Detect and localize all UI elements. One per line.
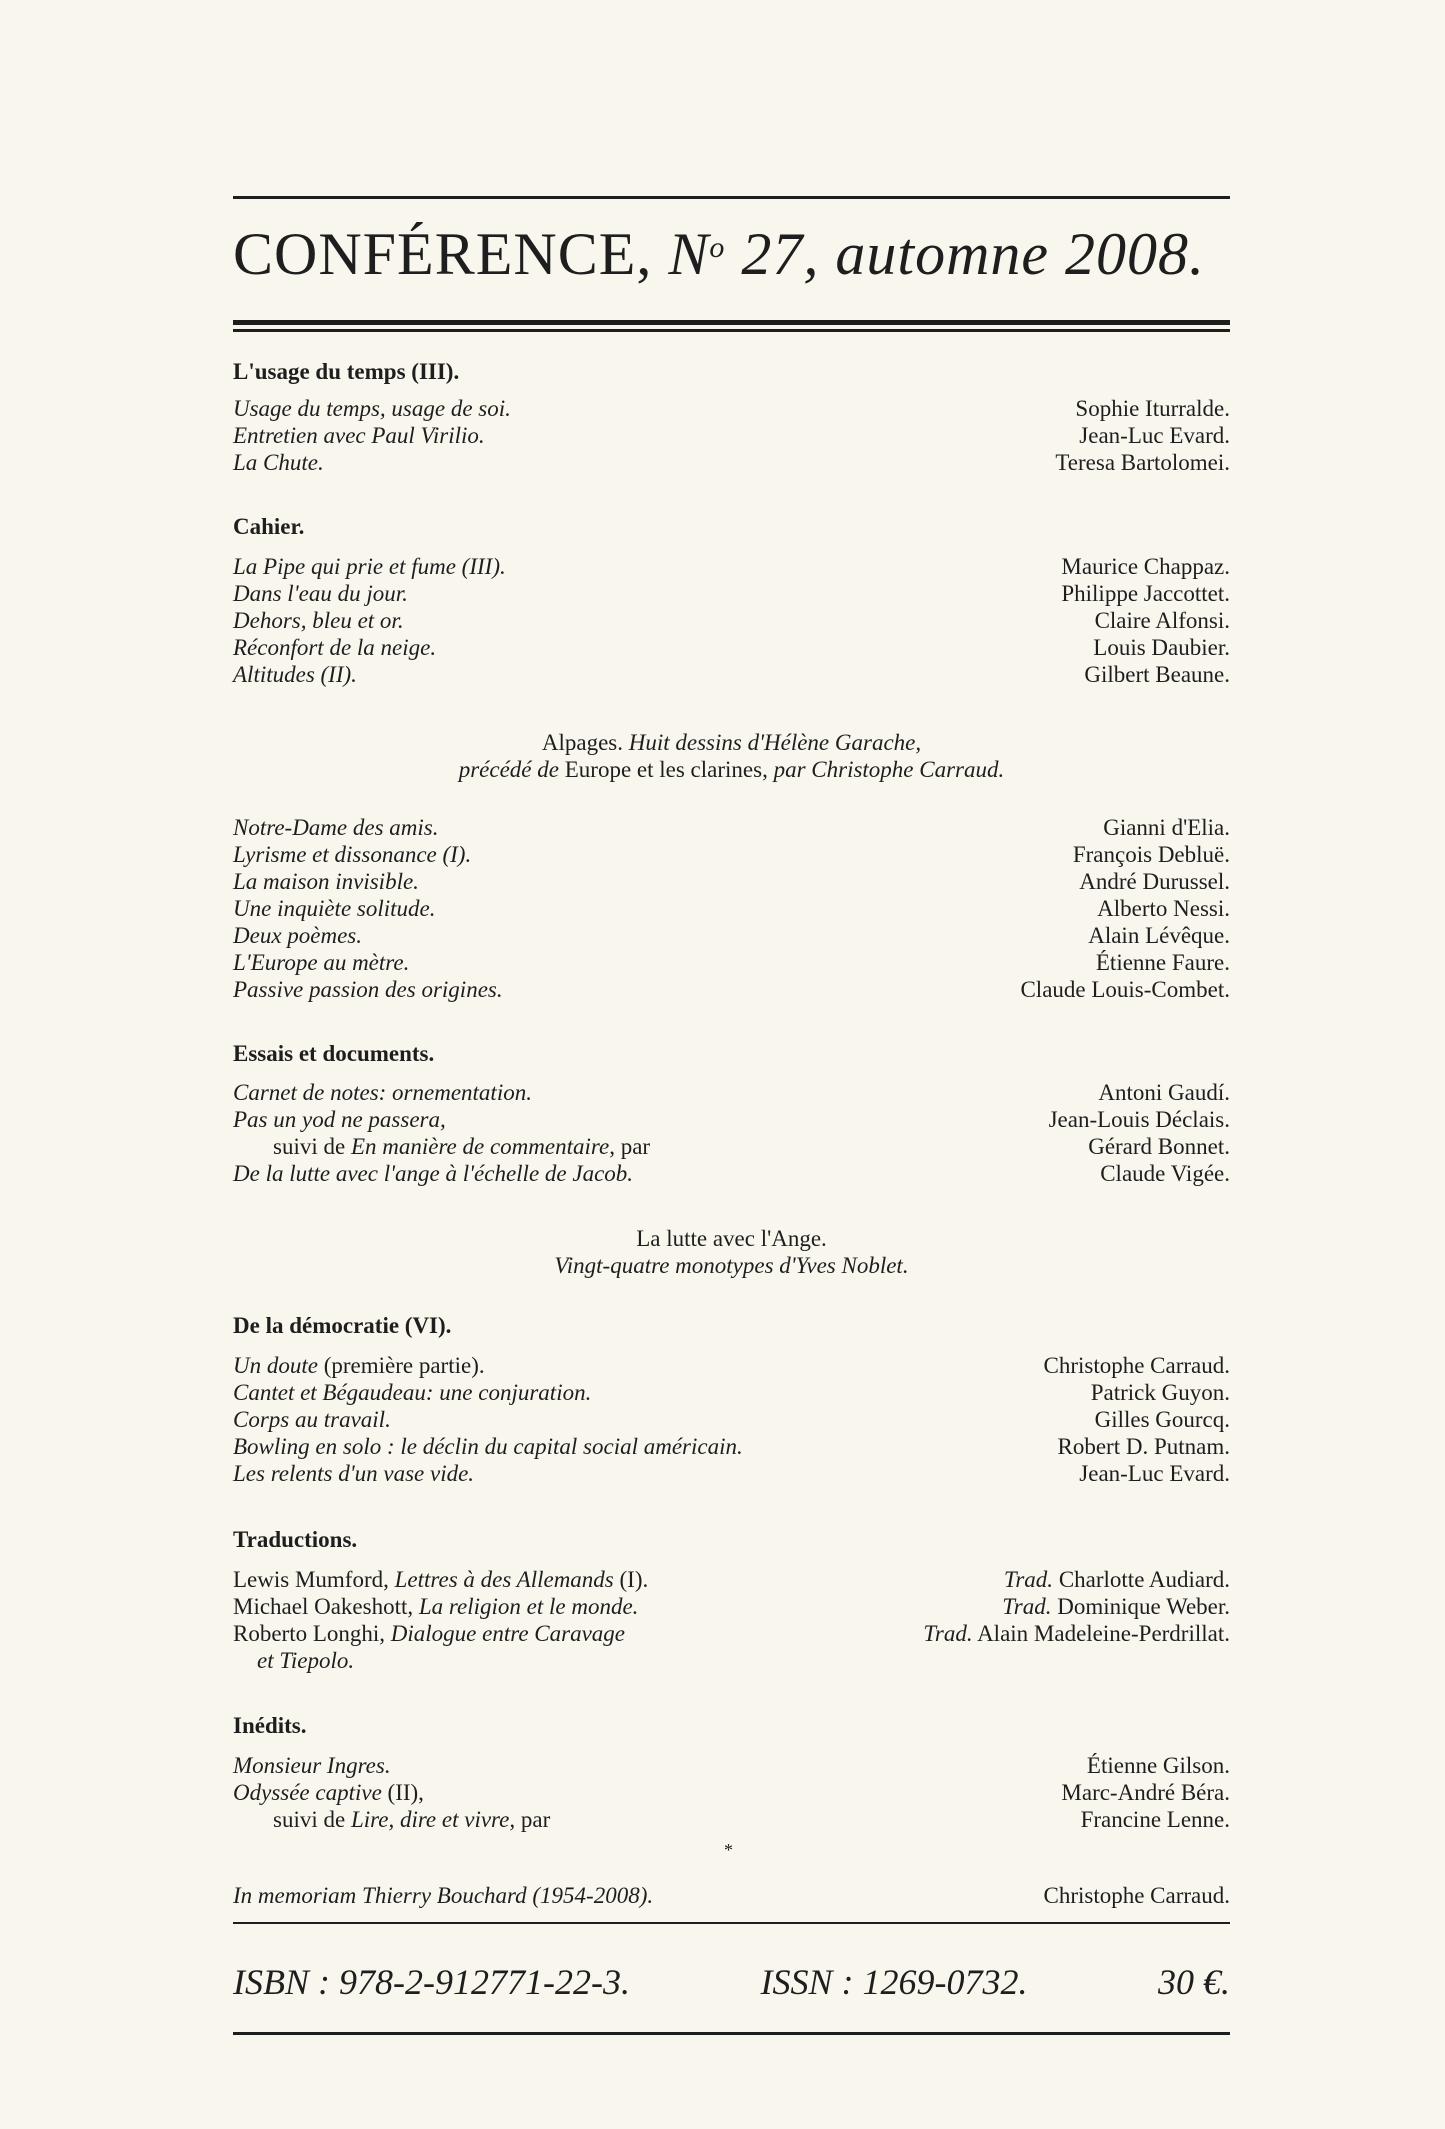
toc-row: Dehors, bleu et or. Claire Alfonsi. <box>233 608 1230 633</box>
toc-row: Bowling en solo : le déclin du capital social américain. Robert D. Putnam. <box>233 1434 1230 1459</box>
toc-row: La Chute. Teresa Bartolomei. <box>233 450 1230 475</box>
lutte-line-1: La lutte avec l'Ange. <box>636 1226 827 1251</box>
toc-row: Un doute (première partie). Christophe Carraud. <box>233 1353 1230 1378</box>
section-heading-democratie: De la démocratie (VI). <box>233 1313 452 1338</box>
toc-row: La maison invisible. André Durussel. <box>233 869 1230 894</box>
section-heading-traductions: Traductions. <box>233 1527 358 1552</box>
toc-row: Monsieur Ingres. Étienne Gilson. <box>233 1753 1230 1778</box>
memoriam-row: In memoriam Thierry Bouchard (1954-2008). Christophe Carraud. <box>233 1883 1230 1908</box>
price: 30 €. <box>1158 1962 1230 2002</box>
toc-row: Corps au travail. Gilles Gourcq. <box>233 1407 1230 1432</box>
toc-row: Roberto Longhi, Dialogue entre Caravage Trad. Alain Madeleine-Perdrillat. <box>233 1621 1230 1646</box>
section-heading-essais: Essais et documents. <box>233 1041 435 1066</box>
toc-row: Carnet de notes: ornementation. Antoni Gaudí. <box>233 1080 1230 1105</box>
toc-row: L'Europe au mètre. Étienne Faure. <box>233 950 1230 975</box>
lutte-line-2: Vingt-quatre monotypes d'Yves Noblet. <box>554 1253 909 1278</box>
isbn: ISBN : 978-2-912771-22-3. <box>233 1962 630 2002</box>
section-heading-inedits: Inédits. <box>233 1713 307 1738</box>
section-heading-cahier: Cahier. <box>233 514 305 539</box>
toc-row: Odyssée captive (II), Marc-André Béra. <box>233 1780 1230 1805</box>
title-rule-thick <box>233 320 1230 325</box>
issn: ISSN : 1269-0732. <box>760 1962 1028 2002</box>
toc-row: Michael Oakeshott, La religion et le monde. Trad. Dominique Weber. <box>233 1594 1230 1619</box>
title-main: CONFÉRENCE, <box>233 221 653 287</box>
section-heading-usage: L'usage du temps (III). <box>233 359 460 384</box>
title-number: $N^o$ <box>668 221 726 287</box>
toc-row: Les relents d'un vase vide. Jean-Luc Evard. <box>233 1461 1230 1486</box>
toc-row: suivi de En manière de commentaire, par Gérard Bonnet. <box>273 1134 1230 1159</box>
top-rule <box>233 196 1230 199</box>
toc-row: Dans l'eau du jour. Philippe Jaccottet. <box>233 581 1230 606</box>
asterisk-separator: * <box>724 1840 733 1860</box>
toc-row-continuation: et Tiepolo. <box>257 1648 355 1673</box>
title-rule-thin <box>233 329 1230 332</box>
end-rule <box>233 2032 1230 2035</box>
toc-row: Notre-Dame des amis. Gianni d'Elia. <box>233 815 1230 840</box>
title-issue: 27, automne 2008. <box>741 221 1206 287</box>
page-title <box>233 218 1230 290</box>
toc-row: De la lutte avec l'ange à l'échelle de Jacob. Claude Vigée. <box>233 1161 1230 1186</box>
toc-row: La Pipe qui prie et fume (III). Maurice Chappaz. <box>233 554 1230 579</box>
alpages-line-2: précédé de Europe et les clarines, par Christophe Carraud. <box>458 757 1005 782</box>
toc-row: Deux poèmes. Alain Lévêque. <box>233 923 1230 948</box>
isbn-line <box>233 1960 1230 2004</box>
toc-row: Une inquiète solitude. Alberto Nessi. <box>233 896 1230 921</box>
toc-row: Usage du temps, usage de soi. Sophie Iturralde. <box>233 396 1230 421</box>
toc-row: Lewis Mumford, Lettres à des Allemands (I). Trad. Charlotte Audiard. <box>233 1567 1230 1592</box>
alpages-line-1: Alpages. Huit dessins d'Hélène Garache, <box>541 730 922 755</box>
toc-row: Cantet et Bégaudeau: une conjuration. Patrick Guyon. <box>233 1380 1230 1405</box>
toc-row: Lyrisme et dissonance (I). François Debluë. <box>233 842 1230 867</box>
bottom-rule <box>233 1922 1230 1924</box>
toc-row: Altitudes (II). Gilbert Beaune. <box>233 662 1230 687</box>
toc-row: Entretien avec Paul Virilio. Jean-Luc Evard. <box>233 423 1230 448</box>
toc-row: Passive passion des origines. Claude Louis-Combet. <box>233 977 1230 1002</box>
toc-row: suivi de Lire, dire et vivre, par Francine Lenne. <box>273 1807 1230 1832</box>
toc-row: Pas un yod ne passera, Jean-Louis Déclais. <box>233 1107 1230 1132</box>
toc-row: Réconfort de la neige. Louis Daubier. <box>233 635 1230 660</box>
